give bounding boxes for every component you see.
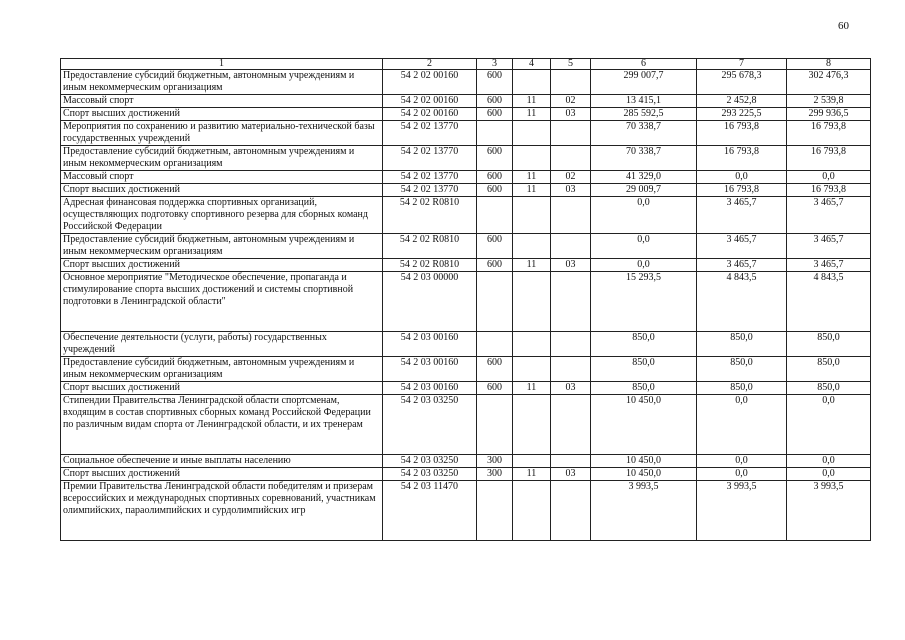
cell-col5 bbox=[551, 481, 591, 541]
cell-col8: 0,0 bbox=[787, 171, 871, 184]
cell-col6: 0,0 bbox=[591, 197, 697, 234]
cell-col3 bbox=[477, 272, 513, 332]
cell-col8: 0,0 bbox=[787, 455, 871, 468]
cell-col5 bbox=[551, 332, 591, 357]
table-row bbox=[61, 395, 871, 455]
cell-col8: 16 793,8 bbox=[787, 146, 871, 171]
cell-col7: 3 465,7 bbox=[697, 234, 787, 259]
cell-col7: 850,0 bbox=[697, 357, 787, 382]
cell-col7: 293 225,5 bbox=[697, 108, 787, 121]
cell-name: Спорт высших достижений bbox=[61, 468, 383, 481]
cell-name: Адресная финансовая поддержка спортивных организаций, осуществляющих подготовку спортивного резерва для сборных команд Российской Федерации bbox=[61, 197, 383, 234]
cell-code: 54 2 02 13770 bbox=[383, 121, 477, 146]
cell-col3: 600 bbox=[477, 234, 513, 259]
cell-col7: 3 465,7 bbox=[697, 197, 787, 234]
cell-col8: 3 465,7 bbox=[787, 234, 871, 259]
cell-col4: 11 bbox=[513, 382, 551, 395]
cell-col4 bbox=[513, 357, 551, 382]
cell-code: 54 2 03 03250 bbox=[383, 395, 477, 455]
cell-code: 54 2 02 13770 bbox=[383, 171, 477, 184]
cell-col3: 600 bbox=[477, 70, 513, 95]
cell-col3 bbox=[477, 332, 513, 357]
cell-col6: 0,0 bbox=[591, 259, 697, 272]
cell-col7: 4 843,5 bbox=[697, 272, 787, 332]
header-cell: 6 bbox=[591, 59, 697, 70]
cell-col3: 600 bbox=[477, 259, 513, 272]
cell-col6: 15 293,5 bbox=[591, 272, 697, 332]
cell-name: Премии Правительства Ленинградской области победителям и призерам всероссийских и международных спортивных соревнований, участникам олимпийских, параолимпийских и сурдолимпийских игр bbox=[61, 481, 383, 541]
cell-col7: 0,0 bbox=[697, 455, 787, 468]
cell-col8: 0,0 bbox=[787, 395, 871, 455]
table-row bbox=[61, 357, 871, 382]
cell-col7: 0,0 bbox=[697, 395, 787, 455]
cell-name: Спорт высших достижений bbox=[61, 259, 383, 272]
cell-name: Обеспечение деятельности (услуги, работы) государственных учреждений bbox=[61, 332, 383, 357]
cell-col6: 10 450,0 bbox=[591, 395, 697, 455]
cell-col4: 11 bbox=[513, 468, 551, 481]
cell-col6: 299 007,7 bbox=[591, 70, 697, 95]
cell-col4 bbox=[513, 455, 551, 468]
cell-col5 bbox=[551, 455, 591, 468]
cell-col4 bbox=[513, 197, 551, 234]
cell-col3: 600 bbox=[477, 171, 513, 184]
cell-name: Спорт высших достижений bbox=[61, 184, 383, 197]
cell-code: 54 2 03 00160 bbox=[383, 357, 477, 382]
cell-col3: 600 bbox=[477, 95, 513, 108]
cell-col5 bbox=[551, 357, 591, 382]
cell-col6: 70 338,7 bbox=[591, 121, 697, 146]
table-row bbox=[61, 108, 871, 121]
cell-name: Основное мероприятие "Методическое обеспечение, пропаганда и стимулирование спорта высших достижений и системы спортивной подготовки в Ленинградской области" bbox=[61, 272, 383, 332]
cell-col3: 600 bbox=[477, 184, 513, 197]
table-row bbox=[61, 259, 871, 272]
cell-code: 54 2 03 03250 bbox=[383, 455, 477, 468]
table-row bbox=[61, 382, 871, 395]
cell-name: Спорт высших достижений bbox=[61, 108, 383, 121]
cell-col5 bbox=[551, 197, 591, 234]
cell-col4: 11 bbox=[513, 259, 551, 272]
cell-col8: 3 465,7 bbox=[787, 259, 871, 272]
cell-col4 bbox=[513, 481, 551, 541]
cell-col5: 03 bbox=[551, 259, 591, 272]
cell-col6: 285 592,5 bbox=[591, 108, 697, 121]
cell-col5: 03 bbox=[551, 108, 591, 121]
cell-col8: 16 793,8 bbox=[787, 121, 871, 146]
cell-col4: 11 bbox=[513, 95, 551, 108]
table-row bbox=[61, 468, 871, 481]
cell-col5 bbox=[551, 121, 591, 146]
cell-col8: 4 843,5 bbox=[787, 272, 871, 332]
cell-col6: 13 415,1 bbox=[591, 95, 697, 108]
cell-col3 bbox=[477, 197, 513, 234]
cell-col4: 11 bbox=[513, 108, 551, 121]
table-row bbox=[61, 171, 871, 184]
cell-col5 bbox=[551, 70, 591, 95]
cell-col3: 600 bbox=[477, 357, 513, 382]
cell-name: Мероприятия по сохранению и развитию материально-технической базы государственных учреждений bbox=[61, 121, 383, 146]
table-row bbox=[61, 70, 871, 95]
cell-name: Предоставление субсидий бюджетным, автономным учреждениям и иным некоммерческим организациям bbox=[61, 146, 383, 171]
cell-col7: 2 452,8 bbox=[697, 95, 787, 108]
page-number: 60 bbox=[838, 20, 849, 32]
cell-col8: 850,0 bbox=[787, 332, 871, 357]
cell-col6: 41 329,0 bbox=[591, 171, 697, 184]
header-cell: 3 bbox=[477, 59, 513, 70]
header-cell: 1 bbox=[61, 59, 383, 70]
table-row bbox=[61, 455, 871, 468]
cell-col4 bbox=[513, 332, 551, 357]
cell-col8: 850,0 bbox=[787, 382, 871, 395]
budget-table bbox=[60, 58, 871, 541]
cell-col3: 600 bbox=[477, 382, 513, 395]
cell-col7: 3 993,5 bbox=[697, 481, 787, 541]
cell-col6: 70 338,7 bbox=[591, 146, 697, 171]
cell-col7: 16 793,8 bbox=[697, 121, 787, 146]
table-row bbox=[61, 197, 871, 234]
table-row bbox=[61, 146, 871, 171]
cell-name: Предоставление субсидий бюджетным, автономным учреждениям и иным некоммерческим организациям bbox=[61, 234, 383, 259]
cell-col6: 3 993,5 bbox=[591, 481, 697, 541]
cell-col6: 850,0 bbox=[591, 357, 697, 382]
cell-col8: 16 793,8 bbox=[787, 184, 871, 197]
cell-col6: 850,0 bbox=[591, 332, 697, 357]
cell-code: 54 2 02 R0810 bbox=[383, 197, 477, 234]
cell-col3 bbox=[477, 481, 513, 541]
table-row bbox=[61, 184, 871, 197]
cell-col6: 10 450,0 bbox=[591, 455, 697, 468]
cell-code: 54 2 02 13770 bbox=[383, 146, 477, 171]
header-cell: 5 bbox=[551, 59, 591, 70]
cell-col4 bbox=[513, 272, 551, 332]
header-cell: 4 bbox=[513, 59, 551, 70]
cell-code: 54 2 02 00160 bbox=[383, 108, 477, 121]
table-row bbox=[61, 481, 871, 541]
cell-col6: 29 009,7 bbox=[591, 184, 697, 197]
cell-col4 bbox=[513, 395, 551, 455]
cell-col7: 3 465,7 bbox=[697, 259, 787, 272]
cell-col7: 295 678,3 bbox=[697, 70, 787, 95]
header-cell: 7 bbox=[697, 59, 787, 70]
cell-col8: 3 465,7 bbox=[787, 197, 871, 234]
table-body bbox=[61, 70, 871, 541]
cell-col8: 299 936,5 bbox=[787, 108, 871, 121]
cell-code: 54 2 03 00000 bbox=[383, 272, 477, 332]
cell-col5 bbox=[551, 395, 591, 455]
cell-col6: 0,0 bbox=[591, 234, 697, 259]
cell-code: 54 2 02 00160 bbox=[383, 95, 477, 108]
cell-col5: 03 bbox=[551, 468, 591, 481]
cell-name: Социальное обеспечение и иные выплаты населению bbox=[61, 455, 383, 468]
cell-col4 bbox=[513, 121, 551, 146]
cell-col4: 11 bbox=[513, 171, 551, 184]
cell-col5: 02 bbox=[551, 95, 591, 108]
cell-code: 54 2 03 00160 bbox=[383, 382, 477, 395]
cell-col4 bbox=[513, 234, 551, 259]
cell-col7: 850,0 bbox=[697, 382, 787, 395]
cell-name: Предоставление субсидий бюджетным, автономным учреждениям и иным некоммерческим организациям bbox=[61, 357, 383, 382]
cell-col3: 600 bbox=[477, 146, 513, 171]
cell-col5: 03 bbox=[551, 184, 591, 197]
cell-col7: 0,0 bbox=[697, 171, 787, 184]
cell-col8: 3 993,5 bbox=[787, 481, 871, 541]
cell-code: 54 2 03 00160 bbox=[383, 332, 477, 357]
cell-col3: 300 bbox=[477, 468, 513, 481]
cell-col8: 302 476,3 bbox=[787, 70, 871, 95]
cell-name: Массовый спорт bbox=[61, 95, 383, 108]
cell-col8: 850,0 bbox=[787, 357, 871, 382]
cell-col8: 2 539,8 bbox=[787, 95, 871, 108]
cell-col7: 0,0 bbox=[697, 468, 787, 481]
table-row bbox=[61, 332, 871, 357]
cell-name: Стипендии Правительства Ленинградской области спортсменам, входящим в состав спортивных сборных команд Российской Федерации по различным видам спорта от Ленинградской области, и их тренерам bbox=[61, 395, 383, 455]
cell-col3: 300 bbox=[477, 455, 513, 468]
cell-col6: 850,0 bbox=[591, 382, 697, 395]
cell-col7: 16 793,8 bbox=[697, 184, 787, 197]
cell-code: 54 2 02 R0810 bbox=[383, 259, 477, 272]
cell-col5: 03 bbox=[551, 382, 591, 395]
header-cell: 2 bbox=[383, 59, 477, 70]
cell-col3: 600 bbox=[477, 108, 513, 121]
cell-code: 54 2 02 R0810 bbox=[383, 234, 477, 259]
cell-col3 bbox=[477, 121, 513, 146]
cell-code: 54 2 03 11470 bbox=[383, 481, 477, 541]
cell-code: 54 2 02 00160 bbox=[383, 70, 477, 95]
header-cell: 8 bbox=[787, 59, 871, 70]
cell-col4: 11 bbox=[513, 184, 551, 197]
cell-col6: 10 450,0 bbox=[591, 468, 697, 481]
table-row bbox=[61, 95, 871, 108]
cell-col4 bbox=[513, 70, 551, 95]
cell-name: Массовый спорт bbox=[61, 171, 383, 184]
cell-col7: 16 793,8 bbox=[697, 146, 787, 171]
cell-code: 54 2 03 03250 bbox=[383, 468, 477, 481]
cell-col5 bbox=[551, 272, 591, 332]
cell-col5 bbox=[551, 234, 591, 259]
table-row bbox=[61, 234, 871, 259]
table-row bbox=[61, 272, 871, 332]
cell-name: Спорт высших достижений bbox=[61, 382, 383, 395]
cell-col7: 850,0 bbox=[697, 332, 787, 357]
cell-col5 bbox=[551, 146, 591, 171]
cell-col8: 0,0 bbox=[787, 468, 871, 481]
cell-code: 54 2 02 13770 bbox=[383, 184, 477, 197]
cell-col4 bbox=[513, 146, 551, 171]
cell-col3 bbox=[477, 395, 513, 455]
table-row bbox=[61, 121, 871, 146]
header-row bbox=[61, 59, 871, 70]
cell-col5: 02 bbox=[551, 171, 591, 184]
cell-name: Предоставление субсидий бюджетным, автономным учреждениям и иным некоммерческим организациям bbox=[61, 70, 383, 95]
